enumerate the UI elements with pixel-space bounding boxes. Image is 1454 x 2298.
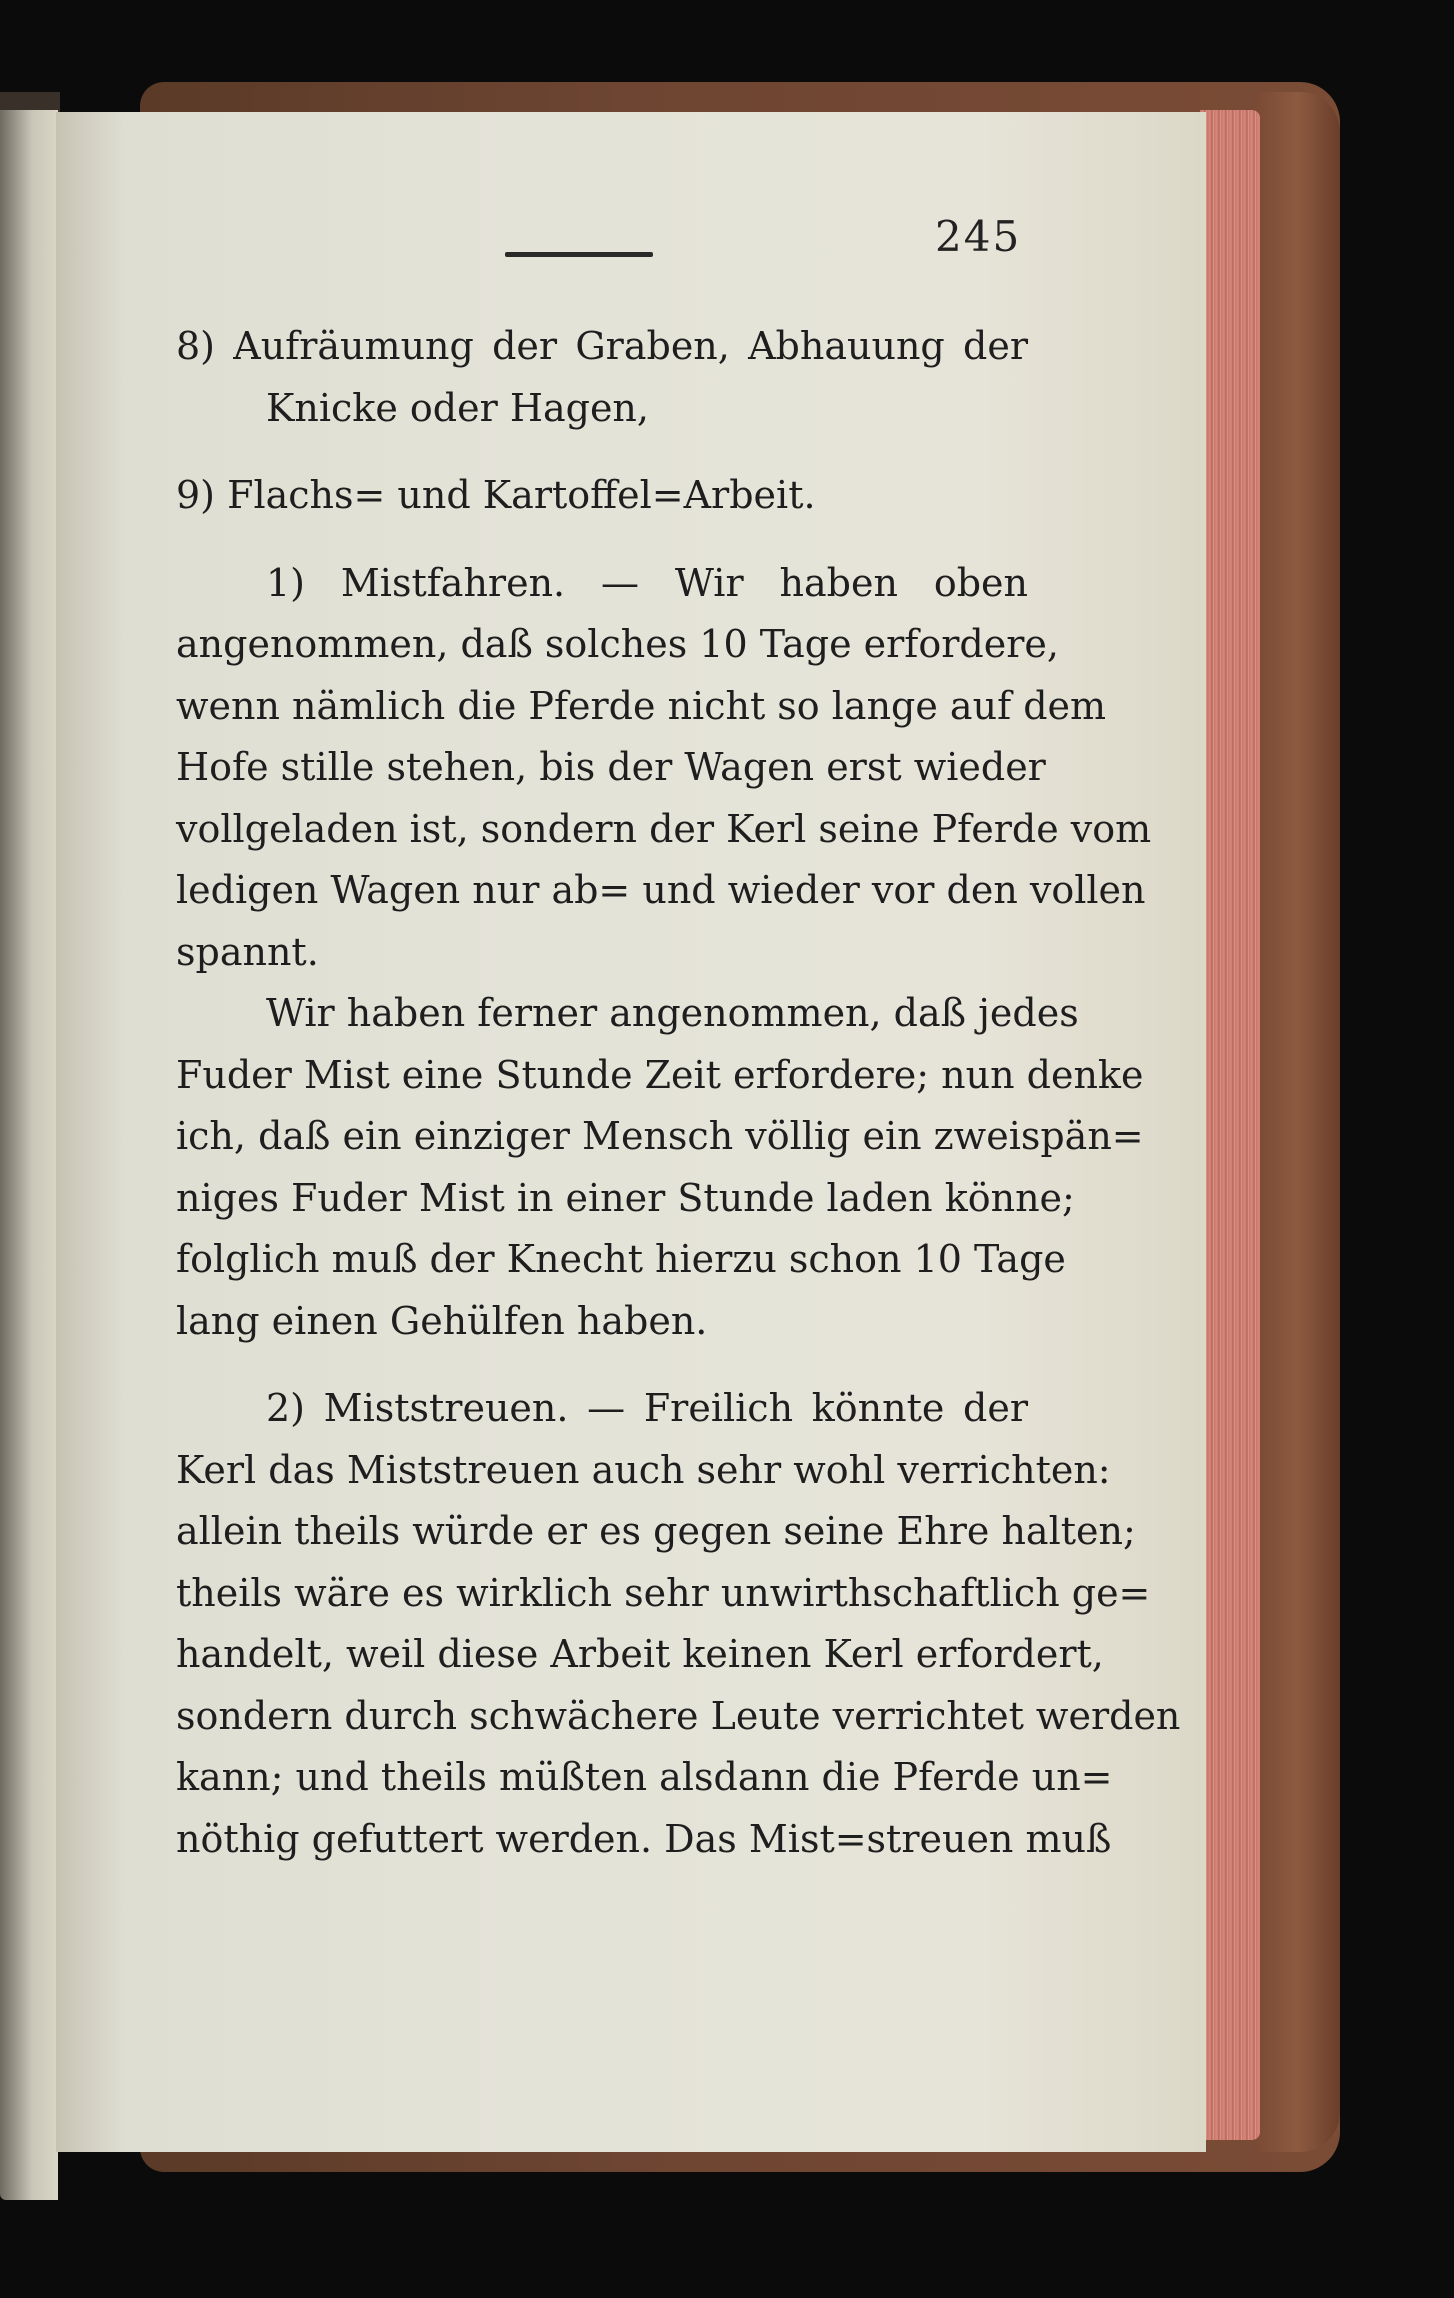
text-line: Wir haben ferner angenommen, daß jedes — [266, 991, 1079, 1035]
text-line: 9) Flachs= und Kartoffel=Arbeit. — [176, 473, 816, 517]
text-line: Kerl das Miststreuen auch sehr wohl verrichten: — [176, 1447, 1111, 1492]
text-line: handelt, weil diese Arbeit keinen Kerl erfordert, — [176, 1632, 1104, 1676]
page-number: 245 — [935, 212, 1022, 261]
text-line: ich, daß ein einziger Mensch völlig ein zweispän= — [176, 1114, 1144, 1158]
text-line: 1) Mistfahren. — Wir haben oben — [266, 560, 1028, 605]
text-line: kann; und theils müßten alsdann die Pferde un= — [176, 1755, 1113, 1799]
text-line: folglich muß der Knecht hierzu schon 10 Tage — [176, 1237, 1066, 1281]
paragraph-gap — [176, 527, 1028, 553]
paragraph-gap — [176, 439, 1028, 465]
text-line: ledigen Wagen nur ab= und wieder vor den vollen — [176, 868, 1146, 912]
header-rule — [505, 252, 653, 257]
text-line: sondern durch schwächere Leute verrichtet werden — [176, 1693, 1181, 1738]
text-line: Fuder Mist eine Stunde Zeit erfordere; nun denke — [176, 1052, 1144, 1097]
paragraph-gap — [176, 1352, 1028, 1378]
left-page-edge — [0, 110, 58, 2200]
text-line: wenn nämlich die Pferde nicht so lange auf dem — [176, 683, 1107, 728]
text-line: allein theils würde er es gegen seine Ehre halten; — [176, 1509, 1136, 1553]
text-line: spannt. — [176, 929, 319, 974]
text-line: Hofe stille stehen, bis der Wagen erst wieder — [176, 745, 1046, 789]
page-edges — [1200, 110, 1260, 2140]
text-line: lang einen Gehülfen haben. — [176, 1298, 708, 1343]
text-line: theils wäre es wirklich sehr unwirthschaftlich ge= — [176, 1570, 1151, 1615]
text-line: 8) Aufräumung der Graben, Abhauung der — [176, 324, 1028, 368]
text-line: Knicke oder Hagen, — [266, 385, 649, 430]
book-cover-right — [1255, 92, 1340, 2152]
text-line: niges Fuder Mist in einer Stunde laden könne; — [176, 1175, 1075, 1220]
text-line: 2) Miststreuen. — Freilich könnte der — [266, 1386, 1028, 1430]
text-line: angenommen, daß solches 10 Tage erfordere, — [176, 622, 1059, 666]
text-line: vollgeladen ist, sondern der Kerl seine Pferde vom — [176, 806, 1152, 851]
text-line: nöthig gefuttert werden. Das Mist=streuen muß — [176, 1816, 1112, 1861]
page-text — [176, 316, 1181, 1870]
